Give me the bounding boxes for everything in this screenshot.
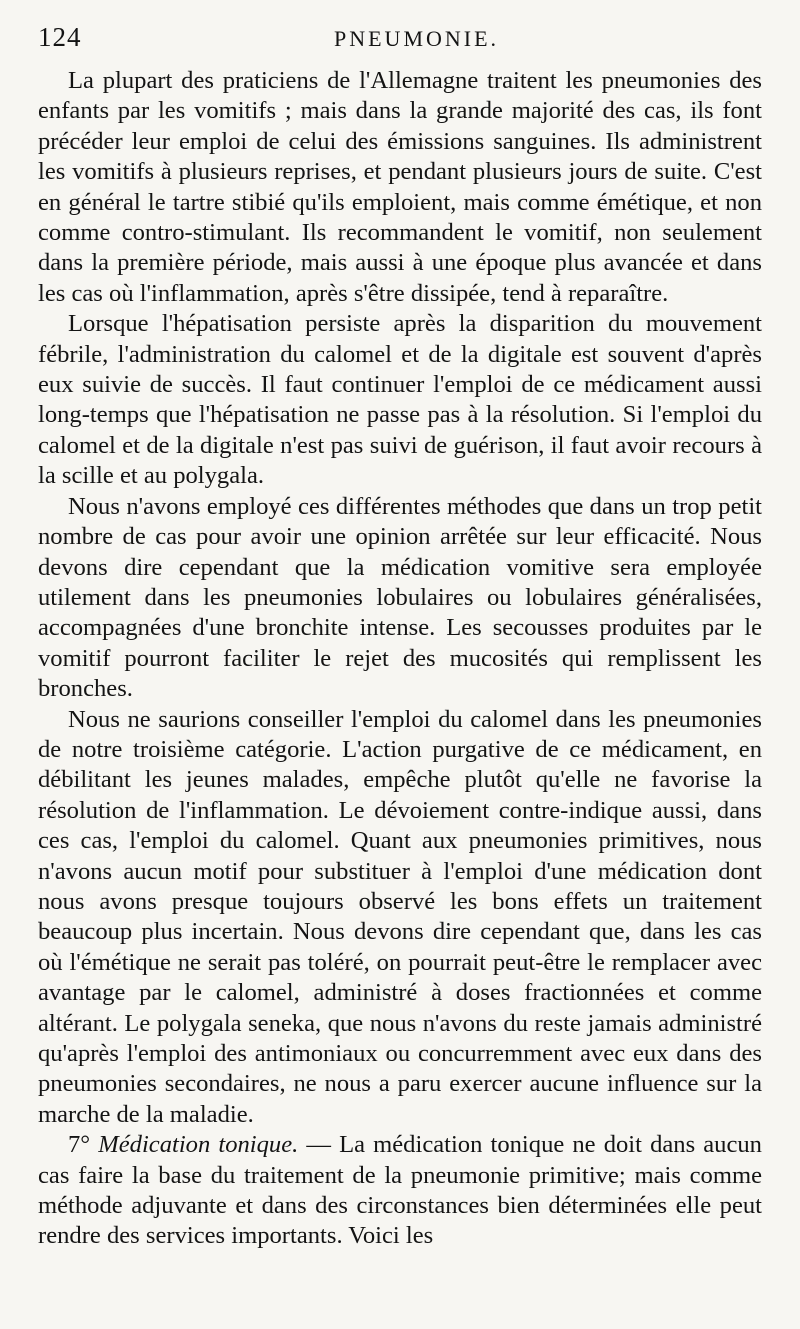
- page-number: 124: [38, 22, 82, 52]
- paragraph-calomel: Nous ne saurions conseiller l'emploi du calomel dans les pneumonies de notre troisième catégorie. L'action purgative de ce médicament, en débilitant les jeunes malades, empêche plutôt qu'elle ne favorise la résolution de l'inflammation. Le dévoiement contre-indique aussi, dans ces cas, l'emploi du calomel. Quant aux pneumonies primitives, nous n'avons aucun motif pour substituer à l'emploi d'une médication dont nous avons presque toujours observé les bons effets un traitement beaucoup plus incertain. Nous devons dire cependant que, dans les cas où l'émétique ne serait pas toléré, on pourrait peut-être le remplacer avec avantage par le calomel, administré à doses fractionnées et comme altérant. Le polygala seneka, que nous n'avons du reste jamais administré qu'après l'emploi des antimoniaux ou concurremment avec eux dans des pneumonies secondaires, ne nous a paru exercer aucune influence sur la marche de la maladie.: [38, 705, 762, 1128]
- section-label: Médication tonique.: [98, 1131, 299, 1159]
- body-text: [38, 66, 762, 1252]
- paragraph-methodes: Nous n'avons employé ces différentes méthodes que dans un trop petit nombre de cas pour avoir une opinion arrêtée sur leur efficacité. Nous devons dire cependant que la médication vomitive sera employée utilement dans les pneumonies lobulaires ou lobulaires généralisées, accompagnées d'une bronchite intense. Les secousses produites par le vomitif pourront faciliter le rejet des mucosités qui remplissent les bronches.: [38, 492, 762, 703]
- section-number: 7°: [68, 1131, 91, 1159]
- page-header: [38, 22, 762, 66]
- paragraph-allemagne: La plupart des praticiens de l'Allemagne traitent les pneumonies des enfants par les vomitifs ; mais dans la grande majorité des cas, ils font précéder leur emploi de celui des émissions sanguines. Ils administrent les vomitifs à plusieurs reprises, et pendant plusieurs jours de suite. C'est en général le tartre stibié qu'ils emploient, mais comme émétique, et non comme contro-stimulant. Ils recommandent le vomitif, non seulement dans la première période, mais aussi à une époque plus avancée et dans les cas où l'inflammation, après s'être dissipée, tend à reparaître.: [38, 67, 762, 307]
- paragraph-medication-tonique: [38, 1130, 762, 1252]
- paragraph-hepatisation: Lorsque l'hépatisation persiste après la disparition du mouvement fébrile, l'administration du calomel et de la digitale est souvent d'après eux suivie de succès. Il faut continuer l'emploi de ce médicament aussi long-temps que l'hépatisation ne passe pas à la résolution. Si l'emploi du calomel et de la digitale n'est pas suivi de guérison, il faut avoir recours à la scille et au polygala.: [38, 310, 762, 490]
- section-text: La médication tonique ne doit dans aucun cas faire la base du traitement de la pneumonie primitive; mais comme méthode adjuvante et dans des circonstances bien déterminées elle peut rendre des services importants. Voici les: [38, 1131, 762, 1250]
- section-dash: —: [306, 1131, 331, 1159]
- running-head: PNEUMONIE.: [334, 26, 500, 51]
